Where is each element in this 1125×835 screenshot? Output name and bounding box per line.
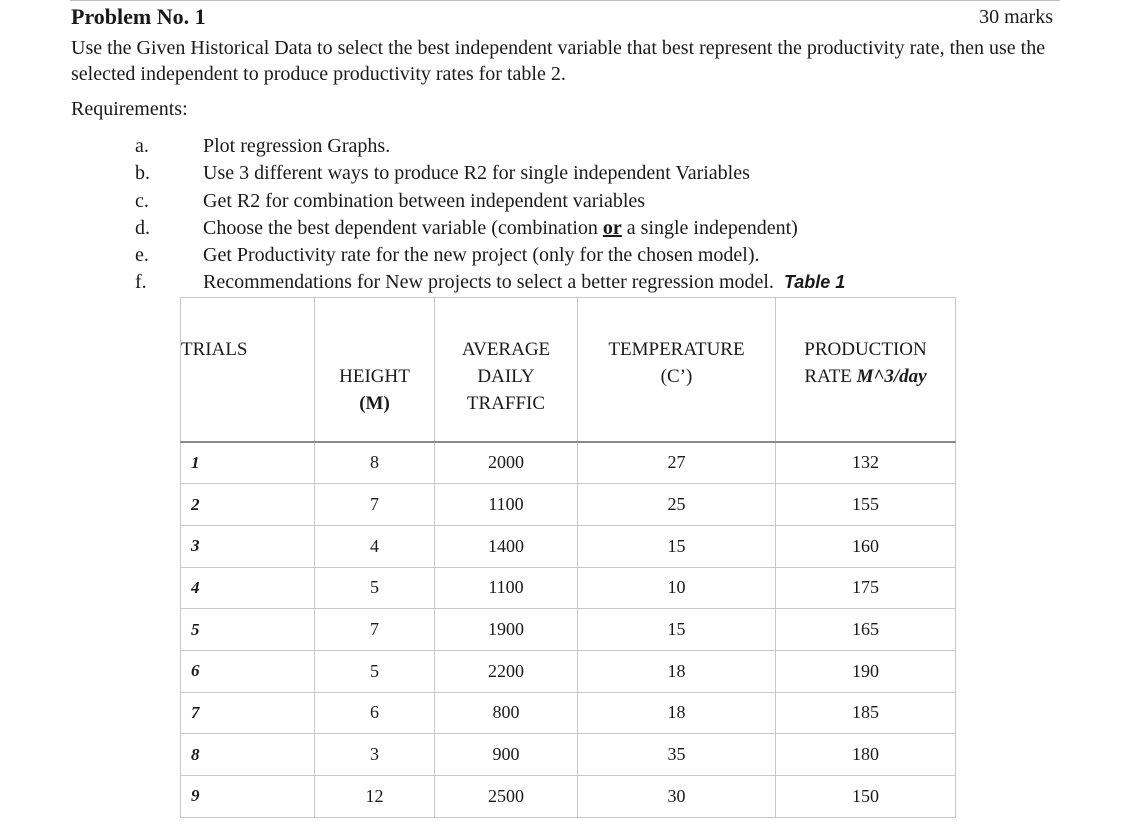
cell-height: 8 xyxy=(315,442,435,484)
marks-label: 30 marks xyxy=(979,6,1053,28)
cell-temperature: 30 xyxy=(578,776,776,818)
requirement-item xyxy=(135,269,845,296)
cell-height: 5 xyxy=(315,650,435,692)
table-row xyxy=(181,442,956,484)
table-caption: Table 1 xyxy=(783,272,846,293)
requirement-text: Get R2 for combination between independent variables xyxy=(203,189,646,212)
cell-height: 7 xyxy=(315,484,435,526)
header-temperature-unit: (C’) xyxy=(660,366,693,387)
cell-trial: 9 xyxy=(181,776,315,818)
header-production-rate: RATE xyxy=(804,366,857,387)
cell-production: 180 xyxy=(776,734,956,776)
header-height-unit: (M) xyxy=(359,393,390,414)
table-row xyxy=(181,525,956,567)
header-temperature xyxy=(578,298,776,442)
cell-temperature: 10 xyxy=(578,567,776,609)
requirement-text: Recommendations for New projects to select a better regression model. xyxy=(203,271,774,294)
cell-production: 175 xyxy=(776,567,956,609)
header-trials xyxy=(181,298,315,442)
requirement-text: Get Productivity rate for the new project (only for the chosen model). xyxy=(203,244,760,267)
emphasis-or: or xyxy=(602,216,622,239)
cell-traffic: 800 xyxy=(435,692,578,734)
table-row xyxy=(181,692,956,734)
requirement-item xyxy=(135,188,845,215)
requirement-item xyxy=(135,160,845,187)
cell-temperature: 18 xyxy=(578,692,776,734)
cell-temperature: 35 xyxy=(578,734,776,776)
header-traffic xyxy=(435,298,578,442)
header-production xyxy=(776,298,956,442)
cell-traffic: 1100 xyxy=(435,484,578,526)
header-traffic-line1: AVERAGE xyxy=(461,339,551,360)
header-height xyxy=(315,298,435,442)
cell-trial: 2 xyxy=(181,484,315,526)
requirement-text xyxy=(203,215,798,242)
cell-temperature: 18 xyxy=(578,650,776,692)
header-trials-label: TRIALS xyxy=(181,339,248,360)
header-traffic-line2: DAILY xyxy=(477,366,535,387)
requirement-item xyxy=(135,215,845,242)
table-row xyxy=(181,567,956,609)
table-row xyxy=(181,734,956,776)
cell-traffic: 2200 xyxy=(435,650,578,692)
requirement-text-pre: Choose the best dependent variable (combination xyxy=(203,216,603,239)
cell-trial: 7 xyxy=(181,692,315,734)
requirement-letter: d. xyxy=(135,216,150,239)
cell-production: 185 xyxy=(776,692,956,734)
cell-production: 155 xyxy=(776,484,956,526)
cell-trial: 8 xyxy=(181,734,315,776)
header-production-line2 xyxy=(776,363,955,390)
cell-traffic: 2500 xyxy=(435,776,578,818)
cell-production: 190 xyxy=(776,650,956,692)
cell-height: 4 xyxy=(315,525,435,567)
requirement-text: Use 3 different ways to produce R2 for single independent Variables xyxy=(203,162,750,185)
cell-height: 6 xyxy=(315,692,435,734)
requirements-list xyxy=(135,133,845,297)
cell-traffic: 1900 xyxy=(435,609,578,651)
cell-temperature: 15 xyxy=(578,525,776,567)
data-table xyxy=(180,297,956,818)
cell-traffic: 900 xyxy=(435,734,578,776)
cell-traffic: 1400 xyxy=(435,525,578,567)
table-header-row xyxy=(181,298,956,442)
header-traffic-line3: TRAFFIC xyxy=(466,393,546,414)
table-row xyxy=(181,609,956,651)
cell-trial: 6 xyxy=(181,650,315,692)
table-row xyxy=(181,650,956,692)
cell-temperature: 25 xyxy=(578,484,776,526)
problem-title: Problem No. 1 xyxy=(71,4,206,29)
requirements-heading: Requirements: xyxy=(71,98,188,120)
requirement-text: Plot regression Graphs. xyxy=(203,135,391,157)
top-divider xyxy=(70,0,1060,1)
cell-trial: 4 xyxy=(181,567,315,609)
header-production-line1: PRODUCTION xyxy=(804,339,927,360)
table-body xyxy=(181,442,956,818)
table-row xyxy=(181,776,956,818)
requirement-letter: b. xyxy=(135,162,150,185)
cell-production: 150 xyxy=(776,776,956,818)
header-temperature-line1: TEMPERATURE xyxy=(608,339,745,360)
requirement-letter: f. xyxy=(135,271,147,294)
requirement-text-post: a single independent) xyxy=(621,216,798,239)
cell-production: 165 xyxy=(776,609,956,651)
table-row xyxy=(181,484,956,526)
requirement-letter: c. xyxy=(135,189,149,212)
cell-height: 12 xyxy=(315,776,435,818)
cell-production: 132 xyxy=(776,442,956,484)
cell-traffic: 2000 xyxy=(435,442,578,484)
cell-traffic: 1100 xyxy=(435,567,578,609)
requirement-item xyxy=(135,133,845,160)
cell-trial: 5 xyxy=(181,609,315,651)
problem-intro: Use the Given Historical Data to select the best independent variable that best represent the productivity rate, then use the selected independent to produce productivity rates for table 2. xyxy=(71,37,1046,85)
requirement-item xyxy=(135,242,845,269)
requirement-letter: a. xyxy=(135,135,149,157)
header-production-unit: M^3/day xyxy=(856,366,927,387)
cell-trial: 3 xyxy=(181,525,315,567)
cell-height: 7 xyxy=(315,609,435,651)
cell-temperature: 27 xyxy=(578,442,776,484)
cell-production: 160 xyxy=(776,525,956,567)
cell-height: 5 xyxy=(315,567,435,609)
cell-height: 3 xyxy=(315,734,435,776)
header-height-line1: HEIGHT xyxy=(339,366,410,387)
cell-temperature: 15 xyxy=(578,609,776,651)
requirement-letter: e. xyxy=(135,244,149,267)
cell-trial: 1 xyxy=(181,442,315,484)
